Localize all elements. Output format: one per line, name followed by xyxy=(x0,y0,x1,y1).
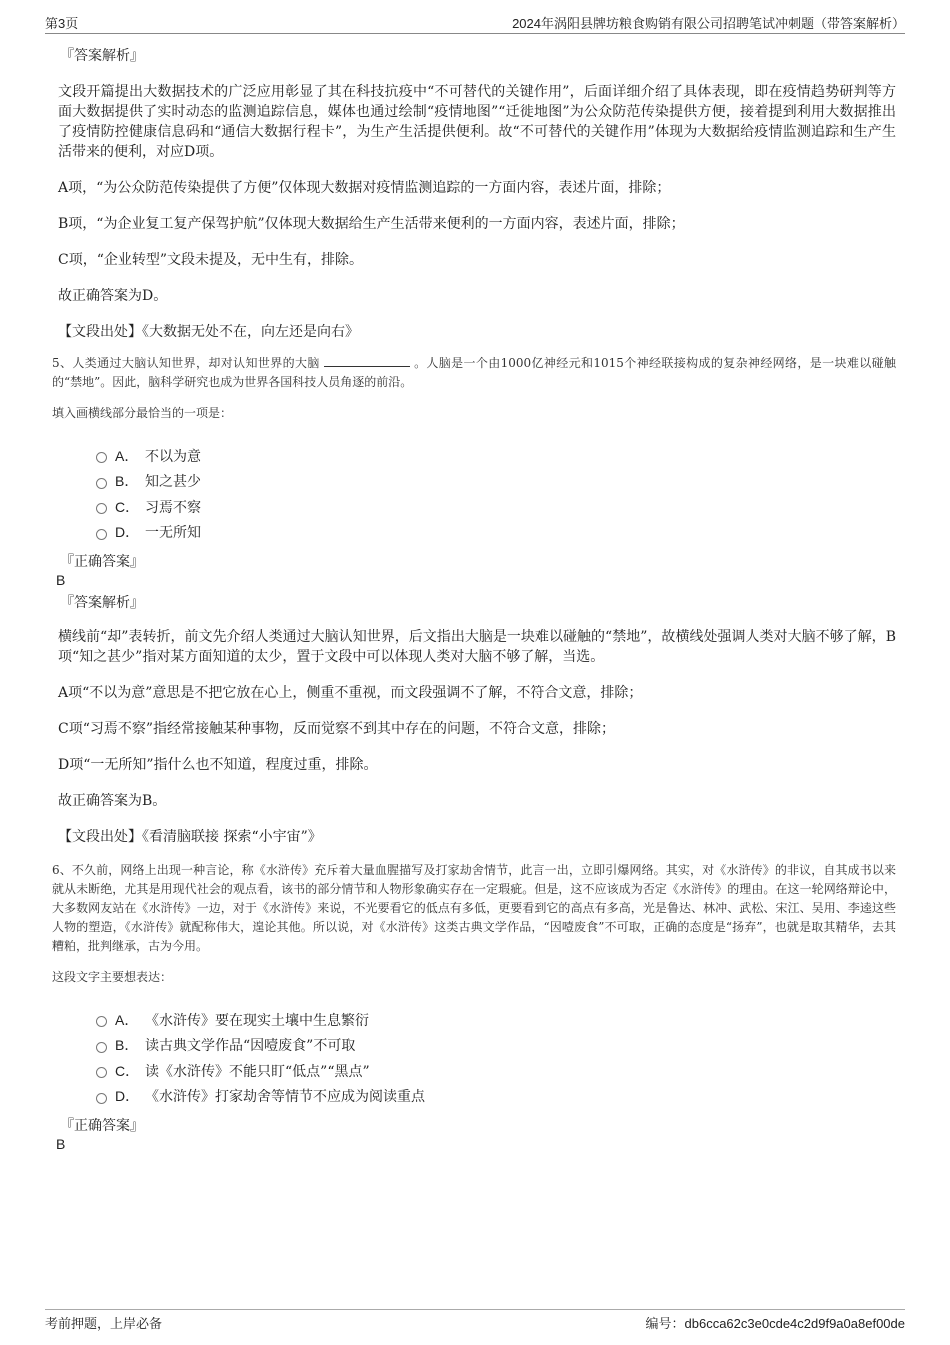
radio-button[interactable] xyxy=(96,503,107,514)
option-text: 一无所知 xyxy=(145,525,201,542)
page-number: 第3页 xyxy=(45,16,79,31)
radio-button[interactable] xyxy=(96,1093,107,1104)
q5-option-b[interactable] xyxy=(96,469,896,495)
option-letter: D． xyxy=(115,1088,140,1105)
option-letter: D． xyxy=(115,524,140,541)
q5-answer-label: 『正确答案』 xyxy=(60,554,144,570)
q5-option-d[interactable] xyxy=(96,520,896,546)
footer-slogan: 考前押题，上岸必备 xyxy=(45,1315,163,1331)
option-text: 习焉不察 xyxy=(145,499,201,516)
option-letter: B． xyxy=(115,1037,139,1054)
option-letter: C． xyxy=(115,1062,140,1079)
q5-option-c[interactable] xyxy=(96,494,896,520)
q6-answer: B xyxy=(56,1136,66,1152)
q5-conclusion: 故正确答案为B。 xyxy=(58,793,167,809)
option-text: 读古典文学作品“因噎废食”不可取 xyxy=(145,1038,356,1055)
q6-options xyxy=(96,1007,896,1109)
radio-button[interactable] xyxy=(96,1042,107,1053)
option-text: 不以为意 xyxy=(145,448,201,465)
q6-prompt: 这段文字主要想表达： xyxy=(52,970,173,984)
q4-analysis-paragraph: 文段开篇提出大数据技术的广泛应用彰显了其在科技抗疫中“不可替代的关键作用”，后面详细介绍了具体表现，即在疫情趋势研判等方面大数据提供了实时动态的监测追踪信息，媒体也通过绘制“疫情地图”“迁徙地图”为公众防范传染提供方便，接着提到利用大数据推出了疫情防控健康信息码和“通信大数据行程卡”，为生产生活提供便利。故“不可替代的关键作用”体现为大数据给疫情监测追踪和生产生活带来的便利，对应D项。 xyxy=(58,84,896,160)
q4-analysis-paragraph: A项，“为公众防范传染提供了方便”仅体现大数据对疫情监测追踪的一方面内容，表述片面，排除； xyxy=(58,180,671,196)
fill-blank-line xyxy=(324,354,410,367)
q5-stem-before: 5、人类通过大脑认知世界，却对认知世界的大脑 xyxy=(52,356,320,370)
q4-analysis-label: 『答案解析』 xyxy=(60,48,144,64)
q5-options xyxy=(96,443,896,545)
q6-option-d[interactable] xyxy=(96,1084,896,1110)
q6-option-b[interactable] xyxy=(96,1033,896,1059)
q5-analysis-paragraph: C项“习焉不察”指经常接触某种事物，反而觉察不到其中存在的问题，不符合文意，排除； xyxy=(58,721,616,737)
option-text: 知之甚少 xyxy=(145,474,201,491)
q5-analysis-paragraph: A项“不以为意”意思是不把它放在心上，侧重不重视，而文段强调不了解，不符合文意，排除； xyxy=(58,685,643,701)
radio-button[interactable] xyxy=(96,478,107,489)
radio-button[interactable] xyxy=(96,1067,107,1078)
radio-button[interactable] xyxy=(96,1016,107,1027)
q4-conclusion: 故正确答案为D。 xyxy=(58,288,168,304)
q4-analysis-paragraph: C项，“企业转型”文段未提及，无中生有，排除。 xyxy=(58,252,364,268)
q5-answer: B xyxy=(56,572,66,588)
option-letter: A． xyxy=(115,1011,139,1028)
q5-stem-after: 。人脑是一个由1000亿神经元和1015个神经联接构成的复杂神经网络，是一块难以碰触的“禁地”。因此，脑科学研究也成为世界各国科技人员角逐的前沿。 xyxy=(52,356,896,389)
page-footer xyxy=(45,1309,905,1334)
document-title: 2024年涡阳县牌坊粮食购销有限公司招聘笔试冲刺题（带答案解析） xyxy=(512,16,905,31)
option-text: 读《水浒传》不能只盯“低点”“黑点” xyxy=(145,1063,370,1080)
radio-button[interactable] xyxy=(96,452,107,463)
q5-analysis-paragraph: 横线前“却”表转折，前文先介绍人类通过大脑认知世界，后文指出大脑是一块难以碰触的“禁地”，故横线处强调人类对大脑不够了解，B项“知之甚少”指对某方面知道的太少，置于文段中可以体现人类对大脑不够了解，当选。 xyxy=(58,629,896,665)
radio-button[interactable] xyxy=(96,529,107,540)
document-code: 编号：db6cca62c3e0cde4c2d9f9a0a8ef00de xyxy=(645,1315,905,1331)
option-letter: B． xyxy=(115,473,139,490)
page-header xyxy=(45,12,905,34)
q4-analysis-paragraph: B项，“为企业复工复产保驾护航”仅体现大数据给生产生活带来便利的一方面内容，表述片面，排除； xyxy=(58,216,685,232)
option-letter: C． xyxy=(115,498,140,515)
q6-option-a[interactable] xyxy=(96,1007,896,1033)
document-body xyxy=(52,46,896,1157)
q6-answer-label: 『正确答案』 xyxy=(60,1118,144,1134)
option-text: 《水浒传》要在现实土壤中生息繁衍 xyxy=(145,1012,369,1029)
q5-prompt: 填入画横线部分最恰当的一项是： xyxy=(52,406,233,420)
q5-analysis-paragraph: D项“一无所知”指什么也不知道，程度过重，排除。 xyxy=(58,757,378,773)
option-text: 《水浒传》打家劫舍等情节不应成为阅读重点 xyxy=(145,1089,425,1106)
q5-analysis-label: 『答案解析』 xyxy=(60,595,144,611)
q5-source: 【文段出处】《看清脑联接 探索“小宇宙”》 xyxy=(58,829,322,845)
q6-option-c[interactable] xyxy=(96,1058,896,1084)
option-letter: A． xyxy=(115,447,139,464)
q4-source: 【文段出处】《大数据无处不在，向左还是向右》 xyxy=(58,324,359,340)
q6-stem: 6、不久前，网络上出现一种言论，称《水浒传》充斥着大量血腥描写及打家劫舍情节，此言一出，立即引爆网络。其实，对《水浒传》的非议，自其成书以来就从未断绝，尤其是用现代社会的观点看，该书的部分情节和人物形象确实存在一定瑕疵。但是，这不应该成为否定《水浒传》的理由。在这一轮网络辩论中，大多数网友站在《水浒传》一边，对于《水浒传》来说，不光要看它的低点有多低，更要看到它的高点有多高，光是鲁达、林冲、武松、宋江、吴用、李逵这些人物的塑造，《水浒传》就配称伟大，遑论其他。所以说，对《水浒传》这类古典文学作品，“因噎废食”不可取，正确的态度是“扬弃”，也就是取其精华，去其糟粕，批判继承，古为今用。 xyxy=(52,863,896,953)
q5-option-a[interactable] xyxy=(96,443,896,469)
q5-stem xyxy=(52,354,896,392)
